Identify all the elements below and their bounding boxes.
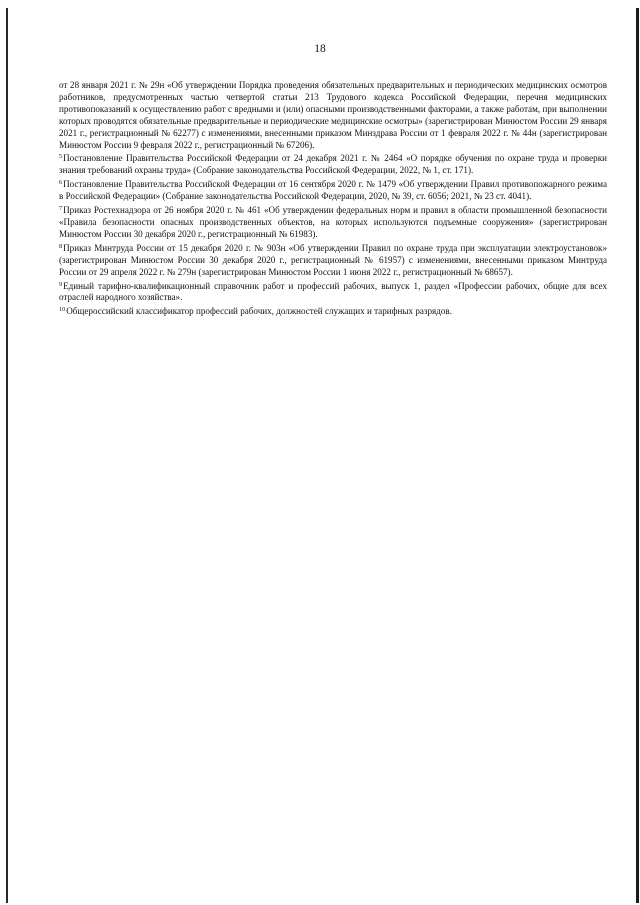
footnote-text: Единый тарифно-квалификационный справочник работ и профессий рабочих, выпуск 1, раздел «Профессии рабочих, общие для всех отраслей народного хозяйства».	[59, 280, 607, 303]
footnote-4-continued	[59, 80, 607, 151]
footnote-text: Постановление Правительства Российской Федерации от 24 декабря 2021 г. № 2464 «О порядке обучения по охране труда и проверки знания требований охраны труда» (Собрание законодательства Российской Федерации, 2022, № 1, ст. 171).	[59, 153, 607, 176]
footnote-text: Приказ Ростехнадзора от 26 ноября 2020 г. № 461 «Об утверждении федеральных норм и правил в области промышленной безопасности «Правила безопасности опасных производственных объектов, на которых используются подъемные сооружения» (зарегистрирован Минюстом России 30 декабря 2020 г., регистрационный № 61983).	[59, 205, 607, 239]
footnote-8	[59, 241, 607, 279]
footnote-9	[59, 279, 607, 305]
scan-edge-right	[636, 8, 639, 903]
page-number: 18	[314, 43, 326, 55]
footnotes	[59, 80, 607, 318]
footnote-5	[59, 151, 607, 177]
footnote-text: Приказ Минтруда России от 15 декабря 2020 г. № 903н «Об утверждении Правил по охране труда при эксплуатации электроустановок» (зарегистрирован Минюстом России 30 декабря 2020 г., регистрационный № 61957) с изменениями, внесенными приказом Минтруда России от 29 апреля 2022 г. № 279н (зарегистрирован Минюстом России 1 июня 2022 г., регистрационный № 68657).	[59, 242, 607, 277]
footnote-7	[59, 203, 607, 241]
footnote-mark: 10	[59, 306, 66, 314]
footnote-text: Постановление Правительства Российской Федерации от 16 сентября 2020 г. № 1479 «Об утверждении Правил противопожарного режима в Российской Федерации» (Собрание законодательства Российской Федерации, 2020, № 39, ст. 6056; 2021, № 23 ст. 4041).	[59, 179, 607, 202]
footnote-mark: 5	[59, 153, 63, 161]
footnote-mark: 7	[59, 205, 63, 213]
footnote-mark: 9	[59, 280, 63, 288]
footnote-text: Общероссийский классификатор профессий рабочих, должностей служащих и тарифных разрядов.	[66, 306, 452, 317]
footnote-text: от 28 января 2021 г. № 29н «Об утверждении Порядка проведения обязательных предварительных и периодических медицинских осмотров работников, предусмотренных частью четвертой статьи 213 Трудового кодекса Российской Федерации, перечня медицинских противопоказаний к осуществлению работ с вредными и (или) опасными производственными факторами, а также работам, при выполнении которых проводятся обязательные предварительные и периодические медицинские осмотры» (зарегистрирован Минюстом России 29 января 2021 г., регистрационный № 62277) с изменениями, внесенными приказом Минздрава России от 1 февраля 2022 г. № 44н (зарегистрирован Минюстом России 9 февраля 2022 г., регистрационный № 67206).	[59, 80, 607, 150]
footnote-mark: 8	[59, 242, 63, 250]
footnote-10	[59, 304, 607, 318]
footnote-6	[59, 177, 607, 203]
footnote-mark: 6	[59, 179, 63, 187]
scan-edge-left	[6, 8, 8, 903]
